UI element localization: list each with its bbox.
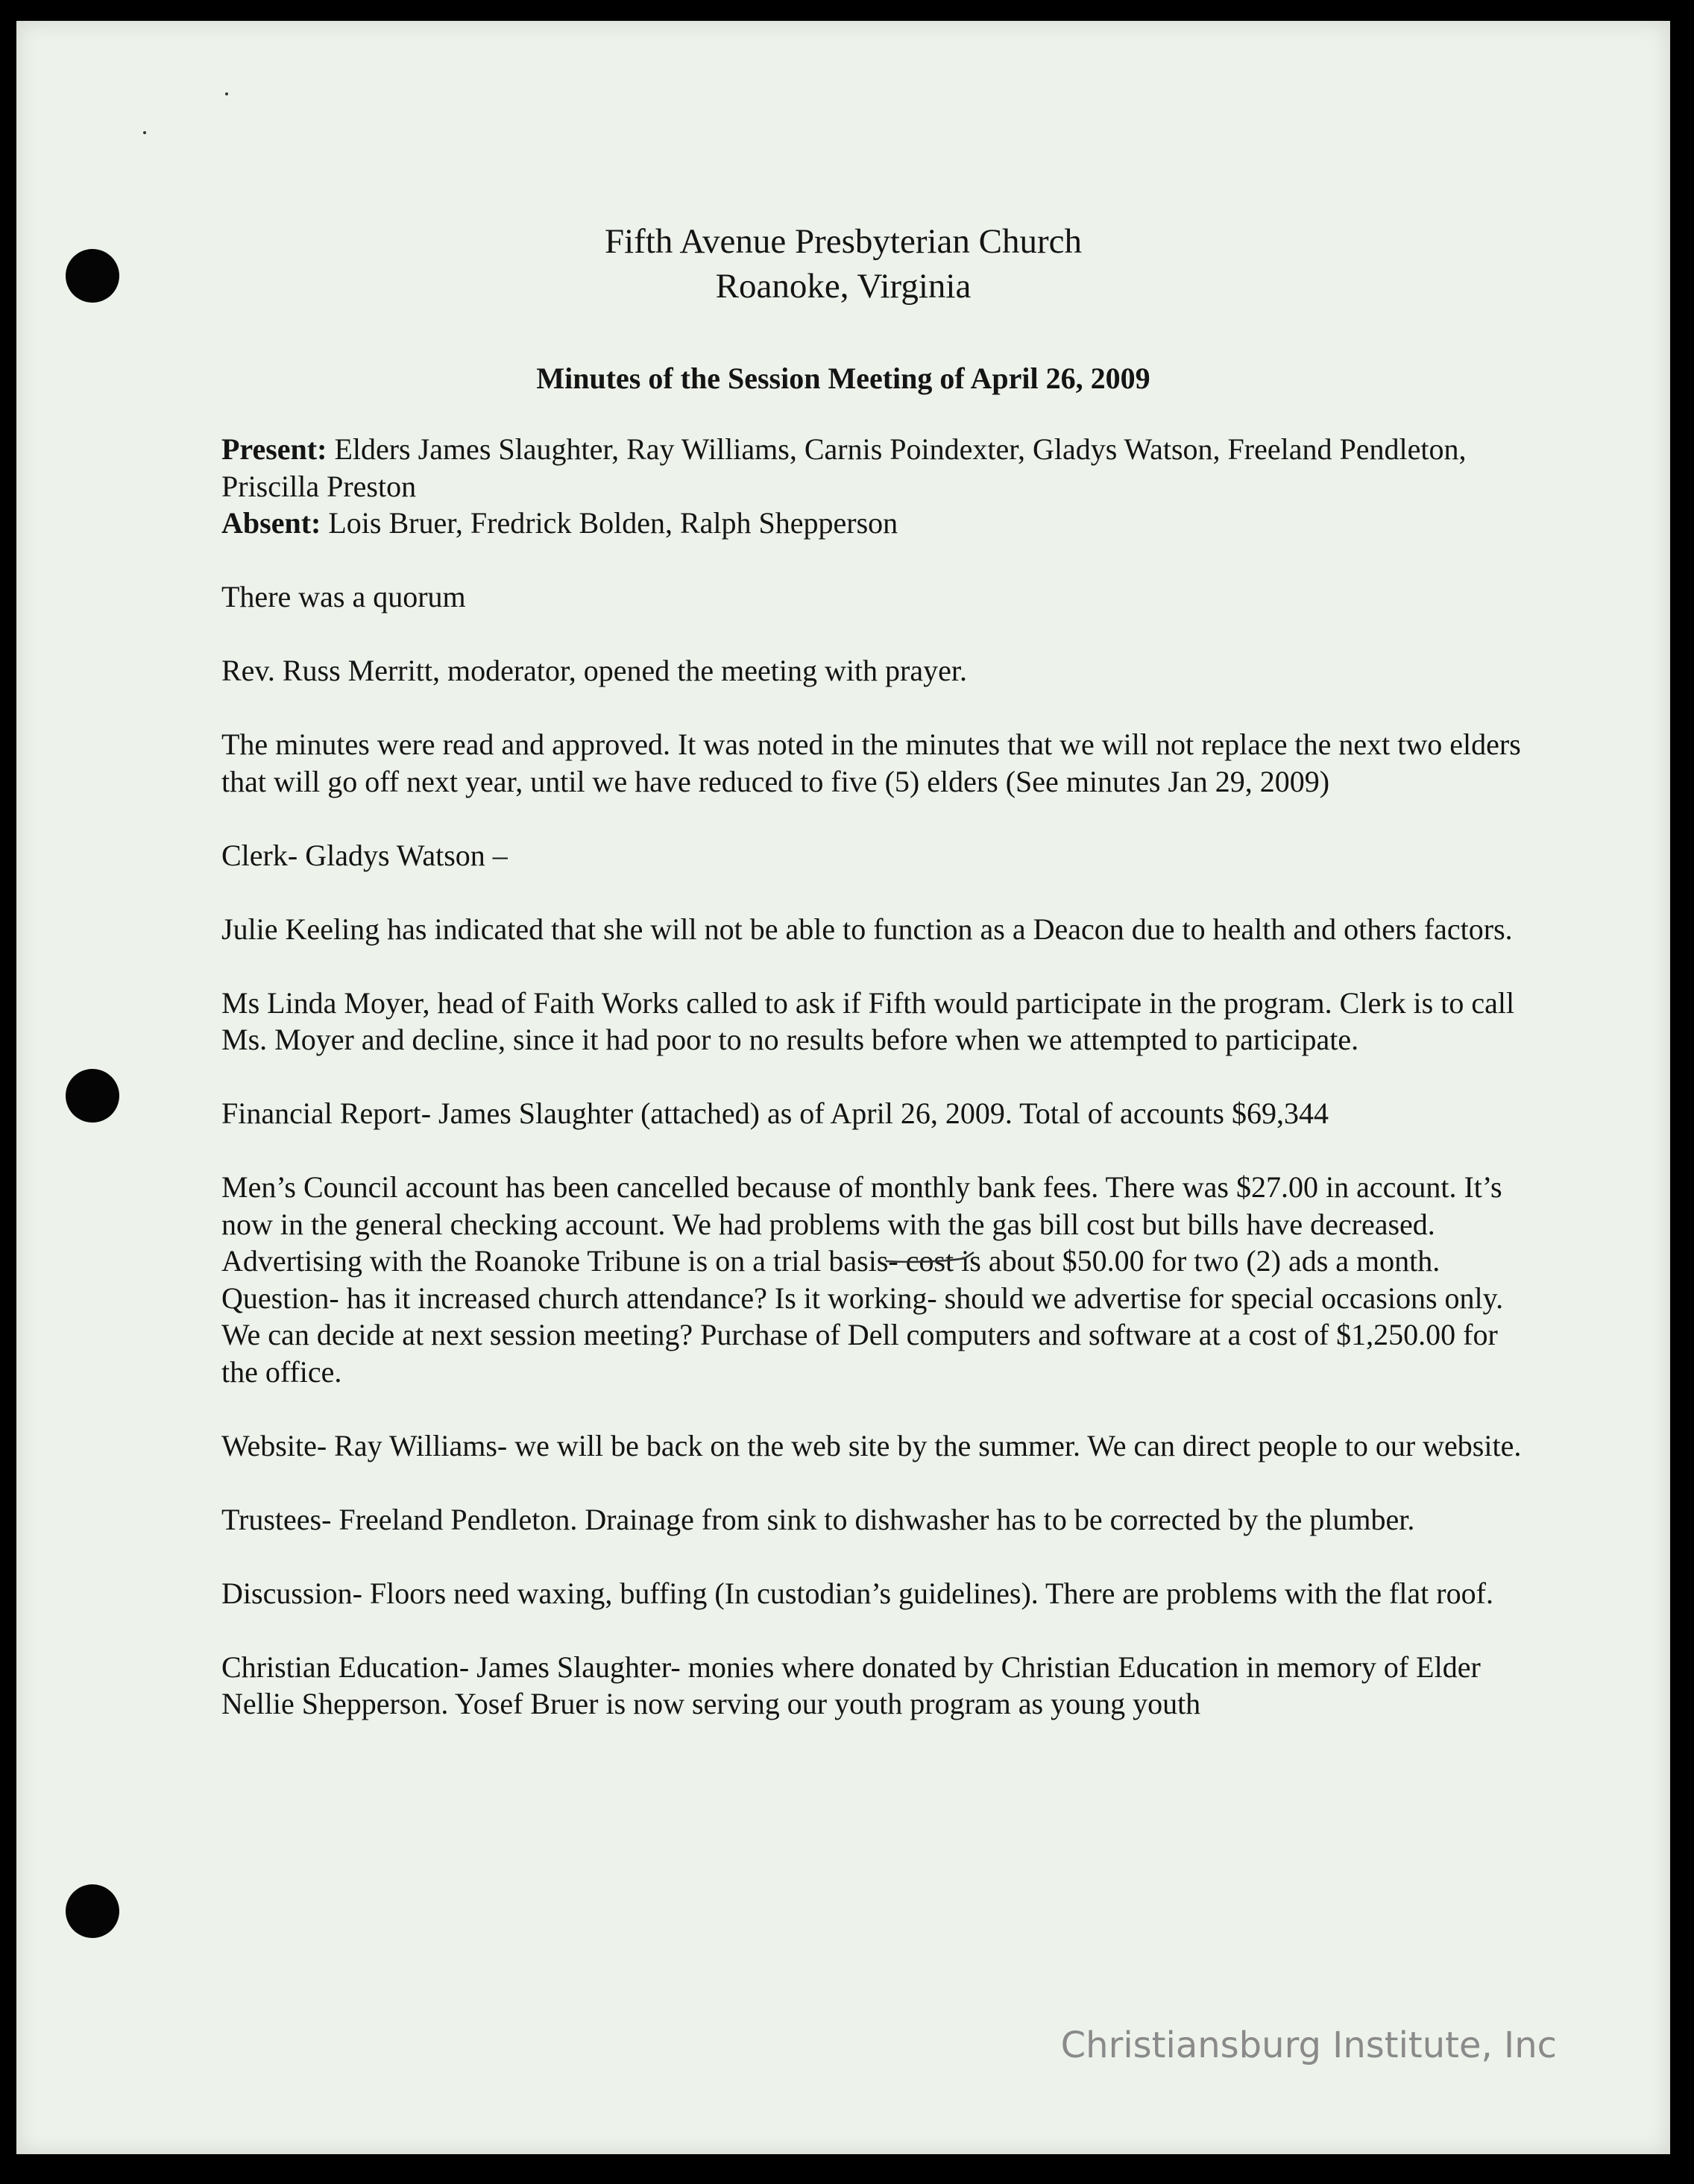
- church-location: Roanoke, Virginia: [715, 267, 972, 306]
- financial-report-paragraph: Financial Report- James Slaughter (attached) as of April 26, 2009. Total of accounts $69,344: [221, 1096, 1329, 1130]
- trustees-paragraph: Trustees- Freeland Pendleton. Drainage from sink to dishwasher has to be corrected by the plumber.: [221, 1502, 1415, 1536]
- minutes-title: Minutes of the Session Meeting of April 26, 2009: [536, 362, 1150, 395]
- paper-speck: [143, 131, 146, 134]
- document-page: [16, 21, 1670, 2154]
- quorum-paragraph: There was a quorum: [221, 580, 466, 613]
- absent-label: Absent:: [221, 506, 321, 540]
- minutes-body: [221, 431, 1534, 1759]
- present-label: Present:: [221, 432, 327, 466]
- punch-hole-middle: [66, 1069, 119, 1123]
- church-name: Fifth Avenue Presbyterian Church: [604, 222, 1083, 261]
- watermark-text: Christiansburg Institute, Inc: [1060, 2024, 1557, 2066]
- mens-council-paragraph: Men’s Council account has been cancelled because of monthly bank fees. There was $27.00 in account. It’s now in the general checking account. We had problems with the gas bill cost but bills have decreased. Advertising with the Roanoke Tribune is on a trial basis- cost is about $50.00 for two (2) ads a month. Question- has it increased church attendance? Is it working- should we advertise for special occasions only. We can decide at next session meeting? Purchase of Dell computers and software at a cost of $1,250.00 for the office.: [221, 1170, 1504, 1389]
- discussion-paragraph: Discussion- Floors need waxing, buffing (In custodian’s guidelines). There are problems with the flat roof.: [221, 1576, 1493, 1610]
- christian-education-paragraph: Christian Education- James Slaughter- monies where donated by Christian Education in memory of Elder Nellie Shepperson. Yosef Bruer is now serving our youth program as young youth: [221, 1650, 1481, 1720]
- prayer-paragraph: Rev. Russ Merritt, moderator, opened the meeting with prayer.: [221, 654, 967, 687]
- website-paragraph: Website- Ray Williams- we will be back on the web site by the summer. We can direct people to our website.: [221, 1428, 1522, 1462]
- deacon-paragraph: Julie Keeling has indicated that she will not be able to function as a Deacon due to health and others factors.: [221, 912, 1513, 946]
- absent-names: Lois Bruer, Fredrick Bolden, Ralph Shepperson: [328, 506, 898, 540]
- paper-speck: [225, 92, 228, 95]
- punch-hole-bottom: [66, 1884, 119, 1938]
- present-names: Elders James Slaughter, Ray Williams, Carnis Poindexter, Gladys Watson, Freeland Pendleton, Priscilla Preston: [221, 432, 1467, 503]
- document-header: [16, 219, 1670, 309]
- faith-works-paragraph: Ms Linda Moyer, head of Faith Works called to ask if Fifth would participate in the program. Clerk is to call Ms. Moyer and decline, since it had poor to no results before when we attempted to participate.: [221, 985, 1515, 1056]
- clerk-heading: Clerk- Gladys Watson –: [221, 838, 508, 872]
- minutes-approval-paragraph: The minutes were read and approved. It was noted in the minutes that we will not replace the next two elders that will go off next year, until we have reduced to five (5) elders (See minutes Jan 29, 2009): [221, 728, 1521, 798]
- attendance-block: [221, 431, 1534, 542]
- handwritten-underline-mark: [883, 1249, 980, 1267]
